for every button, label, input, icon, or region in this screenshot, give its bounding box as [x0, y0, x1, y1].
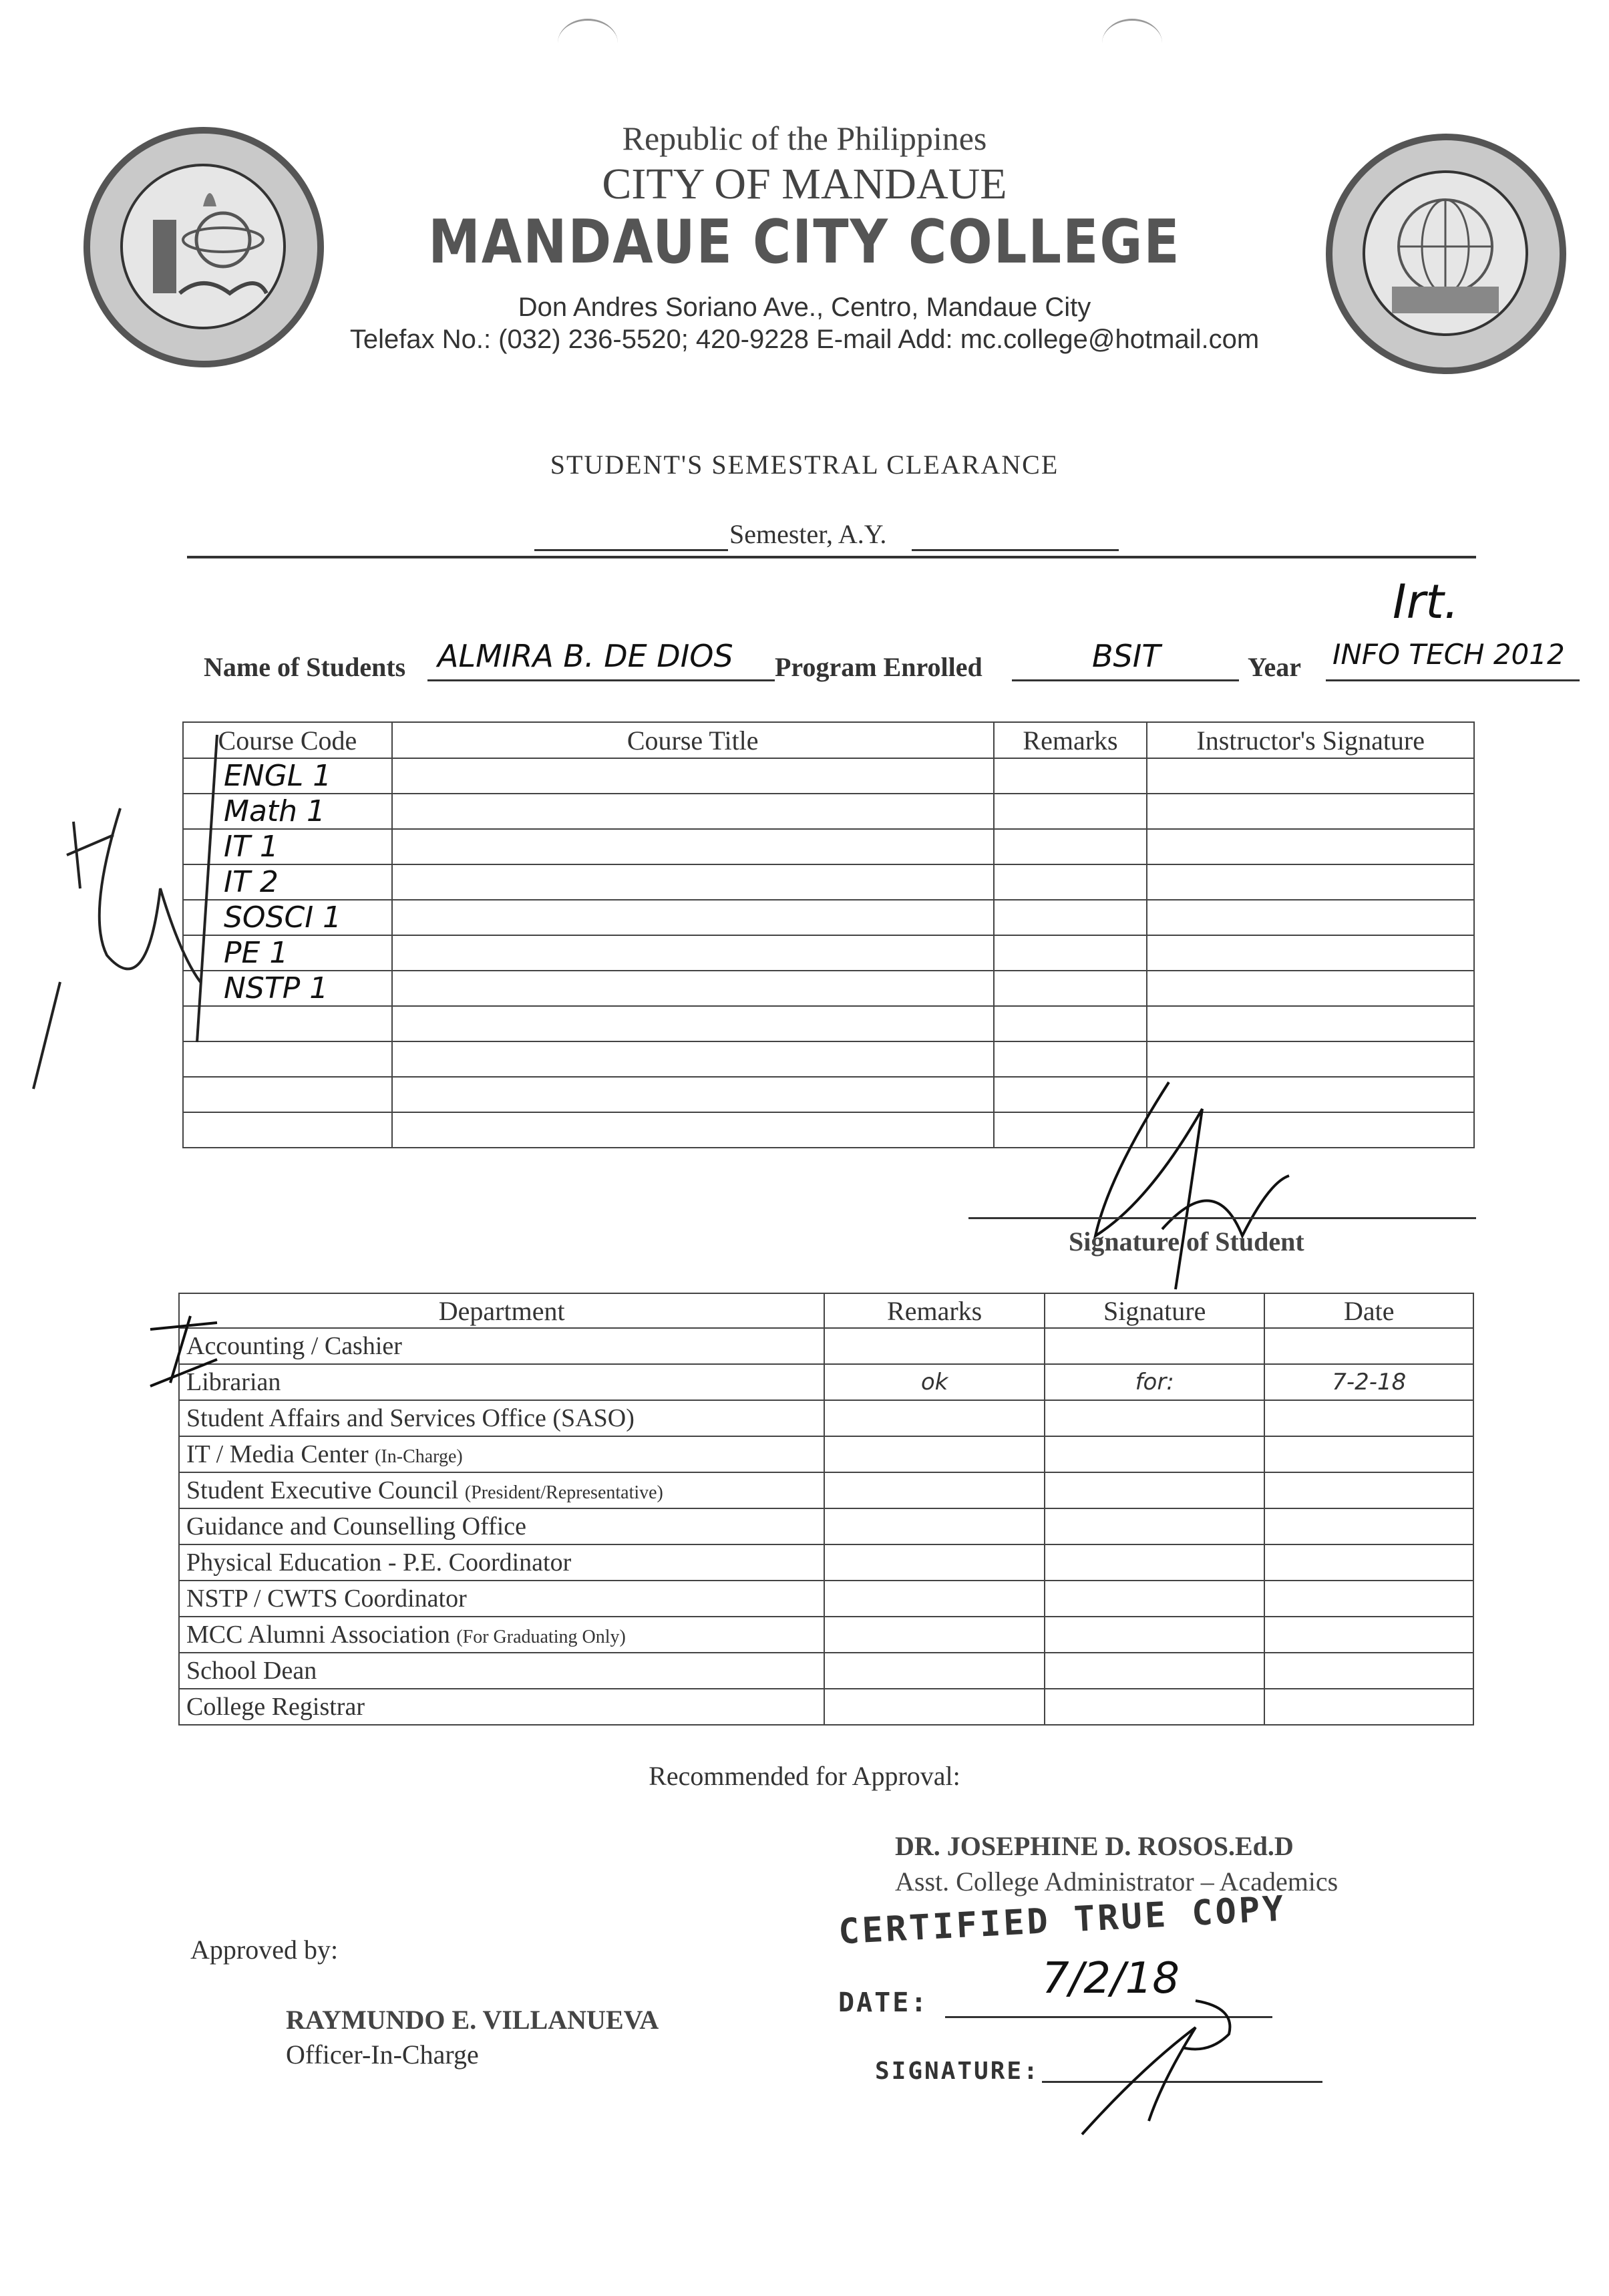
department-name: MCC Alumni Association: [186, 1621, 450, 1649]
dept-date-cell: [1264, 1653, 1473, 1689]
department-name: Accounting / Cashier: [186, 1332, 402, 1360]
course-row: [183, 864, 1474, 900]
dept-date-cell: 7-2-18: [1264, 1364, 1473, 1400]
department-name-cell: [179, 1508, 824, 1544]
course-row: [183, 1006, 1474, 1041]
course-row: [183, 935, 1474, 971]
punch-hole-right: [1102, 19, 1162, 67]
department-note: (In-Charge): [375, 1446, 463, 1467]
course-remarks-cell: [994, 935, 1147, 971]
instructor-signature-cell: [1147, 900, 1474, 935]
stamp-date-label: DATE:: [838, 1987, 929, 2018]
dept-remarks-cell: [824, 1328, 1045, 1364]
program-value: BSIT: [1092, 638, 1161, 674]
program-field: [1012, 638, 1239, 681]
dept-date-cell: [1264, 1508, 1473, 1544]
approved-by-label: Approved by:: [190, 1935, 339, 1965]
student-signature-line: [968, 1217, 1476, 1219]
department-row: [179, 1400, 1473, 1436]
dept-remarks-cell: [824, 1436, 1045, 1472]
course-title-cell: [392, 794, 994, 829]
course-remarks-cell: [994, 1006, 1147, 1041]
dept-signature-cell: [1045, 1400, 1265, 1436]
dept-date-cell: [1264, 1617, 1473, 1653]
dept-signature-cell: [1045, 1653, 1265, 1689]
course-remarks-cell: [994, 864, 1147, 900]
course-remarks-cell: [994, 971, 1147, 1006]
dept-date-cell: [1264, 1328, 1473, 1364]
department-row: [179, 1689, 1473, 1725]
student-name-value: ALMIRA B. DE DIOS: [437, 638, 733, 674]
course-code-cell: IT 1: [183, 829, 392, 864]
col-course-title: Course Title: [392, 722, 994, 758]
header-address: Don Andres Soriano Ave., Centro, Mandaue City: [518, 293, 1091, 322]
course-code-cell: Math 1: [183, 794, 392, 829]
dept-signature-cell: [1045, 1689, 1265, 1725]
dept-signature-cell: [1045, 1581, 1265, 1617]
course-row: [183, 971, 1474, 1006]
student-signature-label: Signature of Student: [1069, 1226, 1304, 1257]
department-name-cell: [179, 1581, 824, 1617]
department-name-cell: [179, 1472, 824, 1508]
year-value: INFO TECH 2012: [1332, 638, 1565, 671]
header-republic: Republic of the Philippines: [622, 120, 987, 157]
dept-signature-cell: [1045, 1508, 1265, 1544]
dept-date-cell: [1264, 1544, 1473, 1581]
header-college: MANDAUE CITY COLLEGE: [428, 208, 1181, 277]
col-department: Department: [179, 1293, 824, 1328]
dept-signature-cell: [1045, 1328, 1265, 1364]
course-table-header: [183, 722, 1474, 758]
dept-remarks-cell: ok: [824, 1364, 1045, 1400]
instructor-signature-cell: [1147, 864, 1474, 900]
dept-date-cell: [1264, 1472, 1473, 1508]
col-course-code: Course Code: [183, 722, 392, 758]
department-row: [179, 1508, 1473, 1544]
course-title-cell: [392, 900, 994, 935]
course-code-cell: PE 1: [183, 935, 392, 971]
course-title-cell: [392, 935, 994, 971]
dept-signature-cell: [1045, 1617, 1265, 1653]
department-name: School Dean: [186, 1657, 317, 1685]
instructor-signature-cell: [1147, 794, 1474, 829]
course-row: [183, 794, 1474, 829]
student-signature-mark: [1069, 1069, 1322, 1309]
program-label: Program Enrolled: [775, 652, 982, 682]
department-note: (For Graduating Only): [456, 1627, 626, 1647]
recommender-title: Asst. College Administrator – Academics: [895, 1866, 1338, 1897]
department-name: Physical Education - P.E. Coordinator: [186, 1548, 572, 1577]
student-name-field: [427, 638, 775, 681]
course-title-cell: [392, 829, 994, 864]
student-name-label: Name of Students: [204, 652, 406, 682]
course-code-cell: NSTP 1: [183, 971, 392, 1006]
dept-date-cell: [1264, 1581, 1473, 1617]
dept-remarks-cell: [824, 1581, 1045, 1617]
department-name-cell: [179, 1328, 824, 1364]
dept-remarks-cell: [824, 1544, 1045, 1581]
officer-title: Officer-In-Charge: [286, 2039, 479, 2070]
department-row: [179, 1364, 1473, 1400]
department-name: IT / Media Center: [186, 1440, 369, 1468]
department-row: [179, 1617, 1473, 1653]
department-row: [179, 1436, 1473, 1472]
recommender-name: DR. JOSEPHINE D. ROSOS.Ed.D: [895, 1831, 1294, 1861]
header-city: CITY OF MANDAUE: [602, 160, 1007, 208]
col-dept-signature: Signature: [1045, 1293, 1265, 1328]
code-column-bracket: [190, 728, 230, 1049]
instructor-signature-cell: [1147, 758, 1474, 794]
course-code-cell: [183, 1077, 392, 1112]
margin-signature-scribble: [27, 782, 200, 1102]
dept-signature-cell: for:: [1045, 1364, 1265, 1400]
officer-name: RAYMUNDO E. VILLANUEVA: [286, 2005, 659, 2035]
col-dept-remarks: Remarks: [824, 1293, 1045, 1328]
dept-signature-cell: [1045, 1472, 1265, 1508]
course-title-cell: [392, 1006, 994, 1041]
stamp-signature-mark: [1062, 1987, 1262, 2141]
form-title: STUDENT'S SEMESTRAL CLEARANCE: [550, 450, 1059, 480]
dept-remarks-cell: [824, 1617, 1045, 1653]
course-title-cell: [392, 864, 994, 900]
department-name: Student Affairs and Services Office (SASO): [186, 1404, 635, 1432]
dept-table-header: [179, 1293, 1473, 1328]
course-remarks-cell: [994, 794, 1147, 829]
department-name-cell: [179, 1436, 824, 1472]
dept-remarks-cell: [824, 1653, 1045, 1689]
instructor-signature-cell: [1147, 935, 1474, 971]
course-row: [183, 829, 1474, 864]
instructor-signature-cell: [1147, 1006, 1474, 1041]
recommended-label: Recommended for Approval:: [649, 1761, 960, 1791]
dept-signature-cell: [1045, 1436, 1265, 1472]
dept-tick-marks: [144, 1309, 224, 1416]
course-code-cell: IT 2: [183, 864, 392, 900]
department-name-cell: [179, 1653, 824, 1689]
course-code-cell: SOSCI 1: [183, 900, 392, 935]
stamp-signature-label: SIGNATURE:: [875, 2058, 1040, 2085]
department-name: NSTP / CWTS Coordinator: [186, 1585, 467, 1613]
instructor-signature-cell: [1147, 971, 1474, 1006]
divider: [187, 556, 1476, 558]
department-name-cell: [179, 1364, 824, 1400]
dept-date-cell: [1264, 1689, 1473, 1725]
dept-remarks-cell: [824, 1689, 1045, 1725]
col-instructor-signature: Instructor's Signature: [1147, 722, 1474, 758]
course-remarks-cell: [994, 829, 1147, 864]
year-annotation: Irt.: [1393, 575, 1459, 629]
department-name-cell: [179, 1544, 824, 1581]
department-row: [179, 1328, 1473, 1364]
department-note: (President/Representative): [464, 1482, 663, 1503]
course-row: [183, 758, 1474, 794]
header-telefax: Telefax No.: (032) 236-5520; 420-9228 E-mail Add: mc.college@hotmail.com: [349, 325, 1260, 354]
course-title-cell: [392, 758, 994, 794]
department-name: Librarian: [186, 1368, 281, 1396]
certified-true-copy-stamp: CERTIFIED TRUE COPY: [837, 1889, 1287, 1953]
course-title-cell: [392, 971, 994, 1006]
course-title-cell: [392, 1077, 994, 1112]
department-name-cell: [179, 1689, 824, 1725]
col-remarks: Remarks: [994, 722, 1147, 758]
year-label: Year: [1248, 652, 1301, 682]
course-title-cell: [392, 1112, 994, 1148]
course-title-cell: [392, 1041, 994, 1077]
department-name-cell: [179, 1617, 824, 1653]
dept-date-cell: [1264, 1400, 1473, 1436]
dept-remarks-cell: [824, 1400, 1045, 1436]
semester-label: Semester, A.Y.: [729, 519, 887, 549]
department-name: College Registrar: [186, 1693, 365, 1721]
col-dept-date: Date: [1264, 1293, 1473, 1328]
dept-signature-cell: [1045, 1544, 1265, 1581]
course-code-cell: [183, 1112, 392, 1148]
department-row: [179, 1544, 1473, 1581]
department-name: Guidance and Counselling Office: [186, 1512, 526, 1540]
year-field: [1326, 638, 1580, 681]
dept-remarks-cell: [824, 1472, 1045, 1508]
stamp-date-value: 7/2/18: [1042, 1954, 1180, 2003]
punch-hole-left: [558, 19, 618, 67]
department-name: Student Executive Council: [186, 1476, 459, 1504]
dept-remarks-cell: [824, 1508, 1045, 1544]
instructor-signature-cell: [1147, 829, 1474, 864]
department-name-cell: [179, 1400, 824, 1436]
course-remarks-cell: [994, 900, 1147, 935]
course-row: [183, 900, 1474, 935]
department-row: [179, 1581, 1473, 1617]
department-row: [179, 1653, 1473, 1689]
department-table: [178, 1293, 1474, 1726]
course-code-cell: ENGL 1: [183, 758, 392, 794]
dept-date-cell: [1264, 1436, 1473, 1472]
course-remarks-cell: [994, 758, 1147, 794]
department-row: [179, 1472, 1473, 1508]
